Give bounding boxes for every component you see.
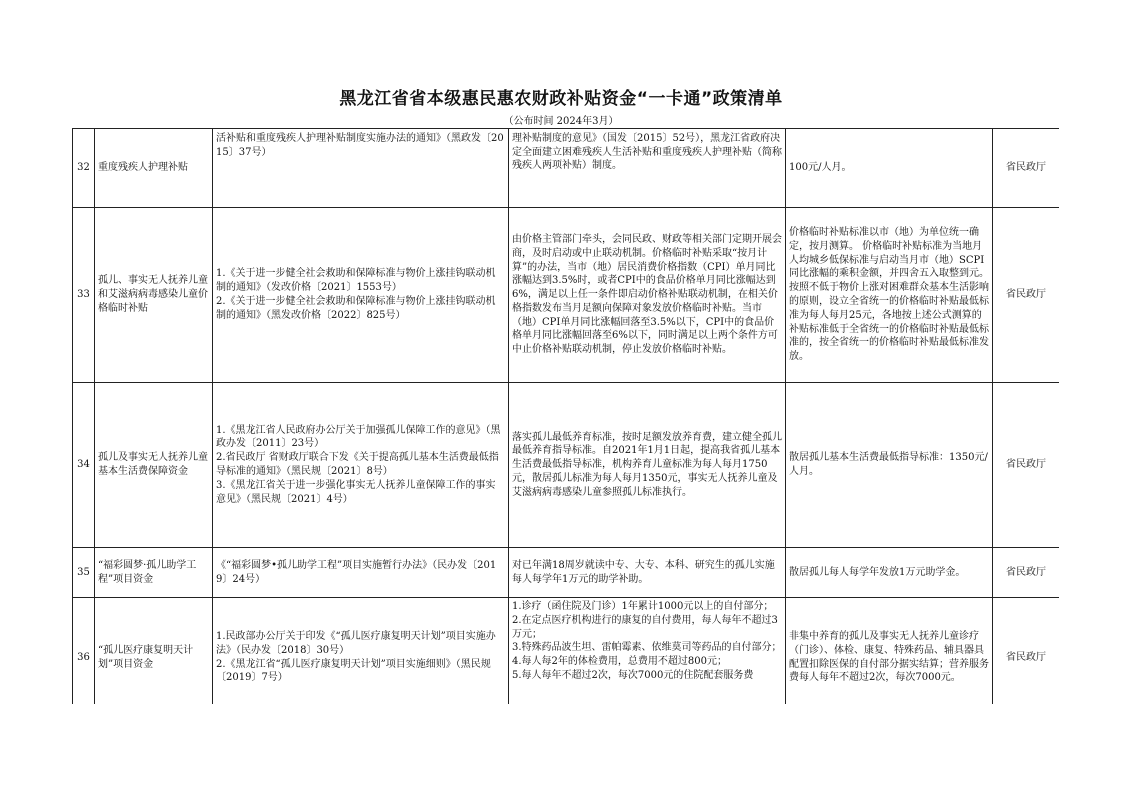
department: 省民政厅 [993, 383, 1060, 548]
table-row [73, 548, 1060, 598]
policy-scope: 落实孤儿最低养育标准，按时足额发放养育费，建立健全孤儿最低养育指导标准。自2021年1月1日起，提高我省孤儿基本生活费最低指导标准，机构养育儿童标准为每人每月1750元，散居孤儿标准为每人每月1350元，事实无人抚养儿童及艾滋病病毒感染儿童参照孤儿标准执行。 [509, 383, 786, 548]
policy-scope-text: 1.诊疗（函住院及门诊）1年累计1000元以上的自付部分； 2.在定点医疗机构进行的康复的自付费用，每人每年不超过3万元； 3.特殊药品波生坦、雷帕霉素、依维莫司等药品的自付部分； 4.每人每2年的体检费用，总费用不超过800元； 5.每人每年不超过2次，每次7000元的住院配套服务费 [512, 601, 782, 681]
policy-basis-text: 1.《关于进一步健全社会救助和保障标准与物价上涨挂钩联动机制的通知》（发改价格〔2021〕1553号） 2.《关于进一步健全社会救助和保障标准与物价上涨挂钩联动机制的通知》（黑发改价格〔2022〕825号） [216, 268, 496, 321]
department: 省民政厅 [993, 129, 1060, 208]
policy-basis: 活补贴和重度残疾人护理补贴制度实施办法的通知》（黑政发〔2015〕37号） [216, 132, 504, 158]
row-number: 34 [73, 383, 95, 548]
policy-basis [213, 598, 509, 705]
policy-scope: 对已年满18周岁就读中专、大专、本科、研究生的孤儿实施每人每学年1万元的助学补助。 [509, 548, 786, 598]
table-row [73, 598, 1060, 705]
row-number: 33 [73, 208, 95, 383]
policy-basis [213, 383, 509, 548]
subsidy-standard: 散居孤儿基本生活费最低指导标准：1350元/人月。 [786, 383, 993, 548]
table-row [73, 383, 1060, 548]
row-number: 32 [73, 129, 95, 208]
table-row [73, 208, 1060, 383]
policy-basis: 《“福彩圆梦•孤儿助学工程”项目实施暂行办法》（民办发〔2019〕24号） [213, 548, 509, 598]
department: 省民政厅 [993, 598, 1060, 705]
project-name: “孤儿医疗康复明天计划”项目资金 [95, 598, 213, 705]
department: 省民政厅 [993, 548, 1060, 598]
row-number: 36 [73, 598, 95, 705]
subsidy-standard: 散居孤儿每人每学年发放1万元助学金。 [786, 548, 993, 598]
page-title: 黑龙江省省本级惠民惠农财政补贴资金“一卡通”政策清单 [339, 89, 783, 109]
project-name: 孤儿、事实无人抚养儿童和艾滋病病毒感染儿童价格临时补贴 [95, 208, 213, 383]
project-name: 孤儿及事实无人抚养儿童基本生活费保障资金 [95, 383, 213, 548]
policy-scope: 由价格主管部门牵头，会同民政、财政等相关部门定期开展会商，及时启动或中止联动机制。价格临时补贴采取“按月计算”的办法，当市（地）居民消费价格指数（CPI）单月同比涨幅达到3.5%时，或者CPI中的食品价格单月同比涨幅达到6%，满足以上任一条件即启动价格补贴联动机制，在相关价格指数发布当月足额向保障对象发放价格临时补贴。当市（地）CPI单月同比涨幅回落至3.5%以下，CPI中的食品价格单月同比涨幅回落至6%以下，同时满足以上两个条件方可中止价格补贴联动机制，停止发放价格临时补贴。 [509, 208, 786, 383]
project-name: “福彩圆梦·孤儿助学工程”项目资金 [95, 548, 213, 598]
policy-table [72, 128, 1059, 704]
table-row [73, 129, 1060, 208]
subsidy-standard: 100元/人月。 [786, 129, 993, 208]
department: 省民政厅 [993, 208, 1060, 383]
policy-basis-text: 1.《黑龙江省人民政府办公厅关于加强孤儿保障工作的意见》（黑政办发〔2011〕23号） 2.省民政厅 省财政厅联合下发《关于提高孤儿基本生活费最低指导标准的通知》（黑民规〔2021〕8号） 3.《黑龙江省关于进一步强化事实无人抚养儿童保障工作的事实意见》（黑民规〔2021〕4号） [216, 424, 501, 505]
project-name: 重度残疾人护理补贴 [95, 129, 213, 208]
publish-date: （公布时间 2024年3月） [503, 116, 619, 127]
subsidy-standard: 价格临时补贴标准以市（地）为单位统一确定，按月测算。 价格临时补贴标准为当地月人均城乡低保标准与启动当月市（地）SCPI同比涨幅的乘积金额，并四舍五入取整到元。按照不低于物价上涨对困难群众基本生活影响的原则，设立全省统一的价格临时补贴最低标准为每人每月25元，各地按上述公式测算的补贴标准低于全省统一的价格临时补贴最低标准的，按全省统一的价格临时补贴最低标准发放。 [786, 208, 993, 383]
policy-basis [213, 208, 509, 383]
policy-basis-text: 1.民政部办公厅关于印发《“孤儿医疗康复明天计划”项目实施办法》（民办发〔2018〕30号） 2.《黑龙江省“孤儿医疗康复明天计划”项目实施细则》（黑民规〔2019〕7号） [216, 630, 496, 684]
row-number: 35 [73, 548, 95, 598]
policy-scope [509, 598, 786, 705]
policy-table-container [72, 128, 1059, 704]
subsidy-standard: 非集中养育的孤儿及事实无人抚养儿童诊疗（门诊）、体检、康复、特殊药品、辅具器具配置扣除医保的自付部分据实结算；营养服务费每人每年不超过2次，每次7000元。 [786, 598, 993, 705]
policy-scope: 理补贴制度的意见》（国发〔2015〕52号），黑龙江省政府决定全面建立困难残疾人生活补贴和重度残疾人护理补贴（简称残疾人两项补贴）制度。 [512, 132, 782, 172]
